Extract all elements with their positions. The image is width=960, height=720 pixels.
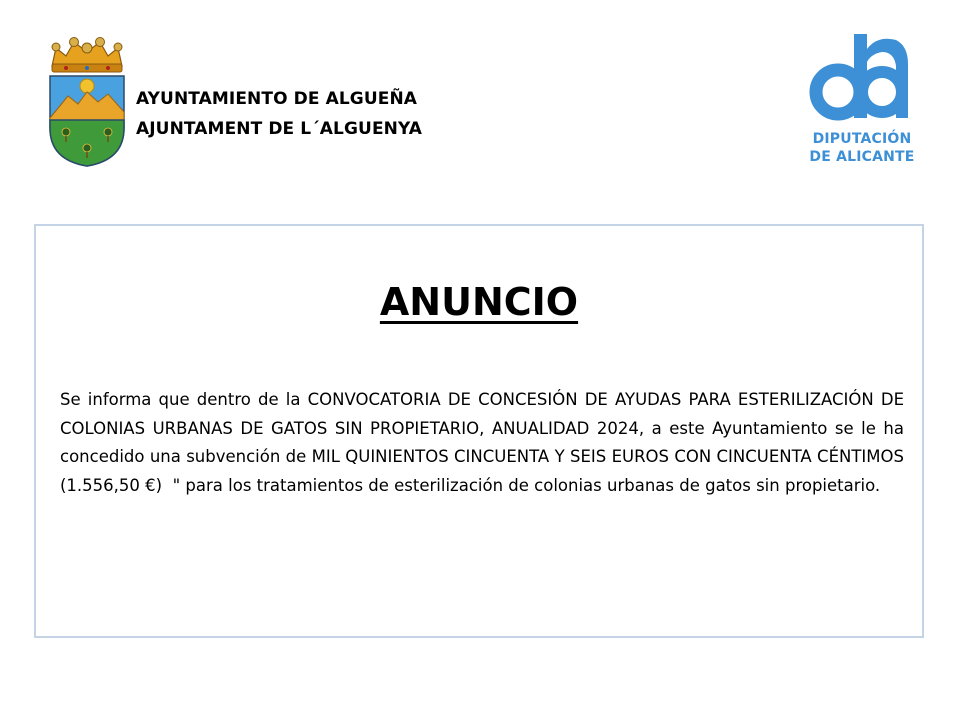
town-name-valencian: AJUNTAMENT DE L´ALGUENYA — [136, 119, 423, 139]
town-name-spanish: AYUNTAMIENTO DE ALGUEÑA — [136, 89, 418, 109]
diputacion-line-2: DE ALICANTE — [809, 149, 915, 165]
diputacion-name — [804, 130, 920, 166]
diputacion-line-1: DIPUTACIÓN — [812, 131, 912, 147]
town-names — [136, 84, 422, 144]
town-coat-of-arms-icon — [44, 36, 130, 168]
notice-body: Se informa que dentro de la CONVOCATORIA DE CONCESIÓN DE AYUDAS PARA ESTERILIZACIÓN DE COLONIAS URBANAS DE GATOS SIN PROPIETARIO, ANUALIDAD 2024, a este Ayuntamiento se le ha concedido una subvención de MIL QUINIENTOS CINCUENTA Y SEIS EUROS CON CINCUENTA CÉNTIMOS (1.556,50 €) " para los tratamientos de esterilización de colonias urbanas de gatos sin propietario. — [60, 390, 915, 495]
notice-title-text: ANUNCIO — [379, 280, 579, 324]
notice-title — [36, 278, 922, 326]
notice-box — [34, 224, 924, 638]
